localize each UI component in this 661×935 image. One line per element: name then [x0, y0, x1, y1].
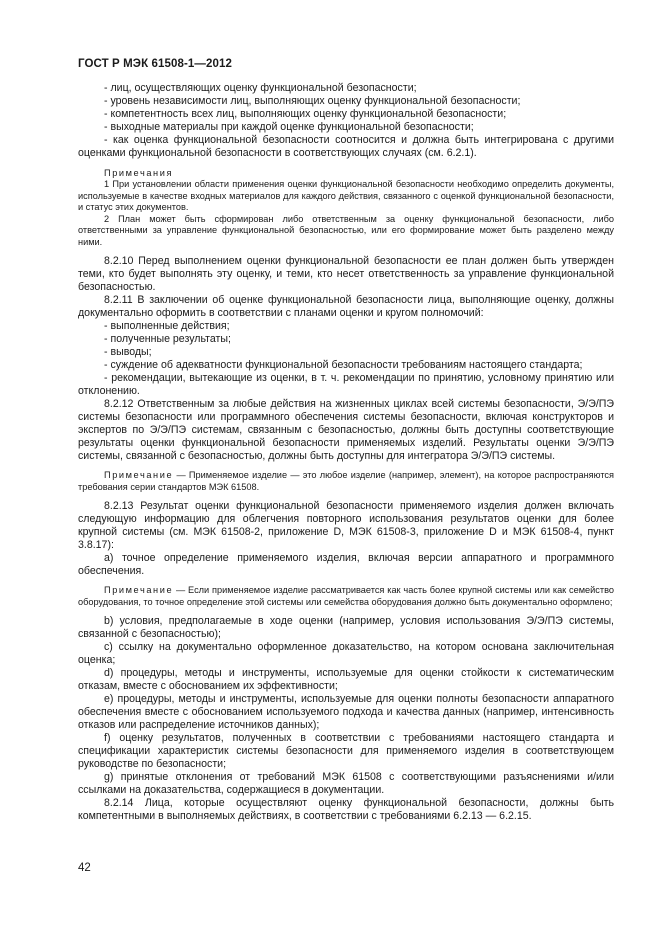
list-item: a) точное определение применяемого изделия, включая версии аппаратного и программного обеспечения. — [78, 552, 614, 577]
paragraph-8-2-10: 8.2.10 Перед выполнением оценки функциональной безопасности ее план должен быть утвержден теми, кто будет выполнять эту оценку, и теми, кто несет ответственность за управление функциональной безопасностью. — [78, 255, 614, 293]
note-title: Примечания — [104, 168, 174, 178]
list-item: - выходные материалы при каждой оценке функциональной безопасности; — [104, 121, 474, 133]
note-applied-item — [78, 470, 614, 493]
list-item: g) принятые отклонения от требований МЭК 61508 с соответствующими разъяснениями и/или ссылками на доказательства, содержащиеся в документации. — [78, 771, 614, 796]
list-item: d) процедуры, методы и инструменты, используемые для оценки стойкости к систематическим отказам, вместе с обоснованием их эффективности; — [78, 667, 614, 692]
paragraph-8-2-13: 8.2.13 Результат оценки функциональной безопасности применяемого изделия должен включать следующую информацию для облегчения повторного использования результатов оценки для более крупной системы (см. МЭК 61508-2, приложение D, МЭК 61508-3, приложение D и МЭК 61508-4, пункт 3.8.17): — [78, 500, 614, 551]
note-label: Примечание — [104, 585, 174, 595]
note-larger-system — [78, 585, 614, 608]
document-header: ГОСТ Р МЭК 61508-1—2012 — [78, 58, 232, 70]
note-item: 2 План может быть сформирован либо ответственным за оценку функциональной безопасности, либо ответственными за управление функциональной безопасностью, или его формирование может быть разделено между ними. — [78, 213, 614, 247]
list-item: - полученные результаты; — [104, 333, 231, 345]
list-item: - выводы; — [104, 346, 152, 358]
list-item: - выполненные действия; — [104, 320, 230, 332]
page-number: 42 — [78, 862, 91, 874]
note-label: Примечание — [104, 470, 174, 480]
list-item: e) процедуры, методы и инструменты, используемые для оценки полноты безопасности аппаратного обеспечения вместе с обоснованием используемого подхода и качества данных (например, интенсивность отказов или распределение источников данных); — [78, 693, 614, 731]
list-item: - компетентность всех лиц, выполняющих оценку функциональной безопасности; — [104, 108, 507, 120]
note-item: 1 При установлении области применения оценки функциональной безопасности необходимо определить документы, используемые в качестве входных материалов для каждого действия, связанного с оценкой функциональной безопасности, и статус этих документов. — [78, 179, 614, 212]
page-body — [78, 82, 614, 823]
paragraph-8-2-14: 8.2.14 Лица, которые осуществляют оценку функциональной безопасности, должны быть компетентными в выполняемых действиях, в соответствии с требованиями 6.2.13 — 6.2.15. — [78, 797, 614, 822]
list-item: c) ссылку на документально оформленное доказательство, на котором основана заключительная оценка; — [78, 641, 614, 666]
list-item: - лиц, осуществляющих оценку функциональной безопасности; — [104, 82, 417, 94]
note-text: — Применяемое изделие — это любое изделие (например, элемент), на которое распространяются требования серии стандартов МЭК 61508. — [78, 470, 614, 492]
paragraph-8-2-11: 8.2.11 В заключении об оценке функциональной безопасности лица, выполняющие оценку, должны документально оформить в соответствии с планами оценки и кругом полномочий: — [78, 294, 614, 319]
list-item: - рекомендации, вытекающие из оценки, в т. ч. рекомендации по принятию, условному принятию или отклонению. — [78, 372, 614, 397]
list-item: - суждение об адекватности функциональной безопасности требованиям настоящего стандарта; — [104, 359, 583, 371]
note-text: — Если применяемое изделие рассматривается как часть более крупной системы или как семейство оборудования, то точное определение этой системы или семейства оборудования должно быть документально оформлено; — [78, 585, 614, 607]
list-item: b) условия, предполагаемые в ходе оценки (например, условия использования Э/Э/ПЭ системы, связанной с безопасностью); — [78, 615, 614, 640]
paragraph-8-2-12: 8.2.12 Ответственным за любые действия на жизненных циклах всей системы безопасности, Э/Э/ПЭ системы безопасности или программного обеспечения системы безопасности, включая конструкторов и экспертов по Э/Э/ПЭ системам, связанным с безопасностью, должны быть доступны соответствующие результаты оценки функциональной безопасности применяемых изделий. Результаты оценки Э/Э/ПЭ системы, связанной с безопасностью, должны быть доступны для интегратора Э/Э/ПЭ системы. — [78, 398, 614, 462]
list-item: - как оценка функциональной безопасности соотносится и должна быть интегрирована с другими оценками функциональной безопасности в соответствующих случаях (см. 6.2.1). — [78, 134, 614, 159]
list-item: f) оценку результатов, полученных в соответствии с требованиями настоящего стандарта и спецификации характеристик системы безопасности для применяемого изделия в соответствующем руководстве по безопасности; — [78, 732, 614, 770]
list-item: - уровень независимости лиц, выполняющих оценку функциональной безопасности; — [104, 95, 521, 107]
